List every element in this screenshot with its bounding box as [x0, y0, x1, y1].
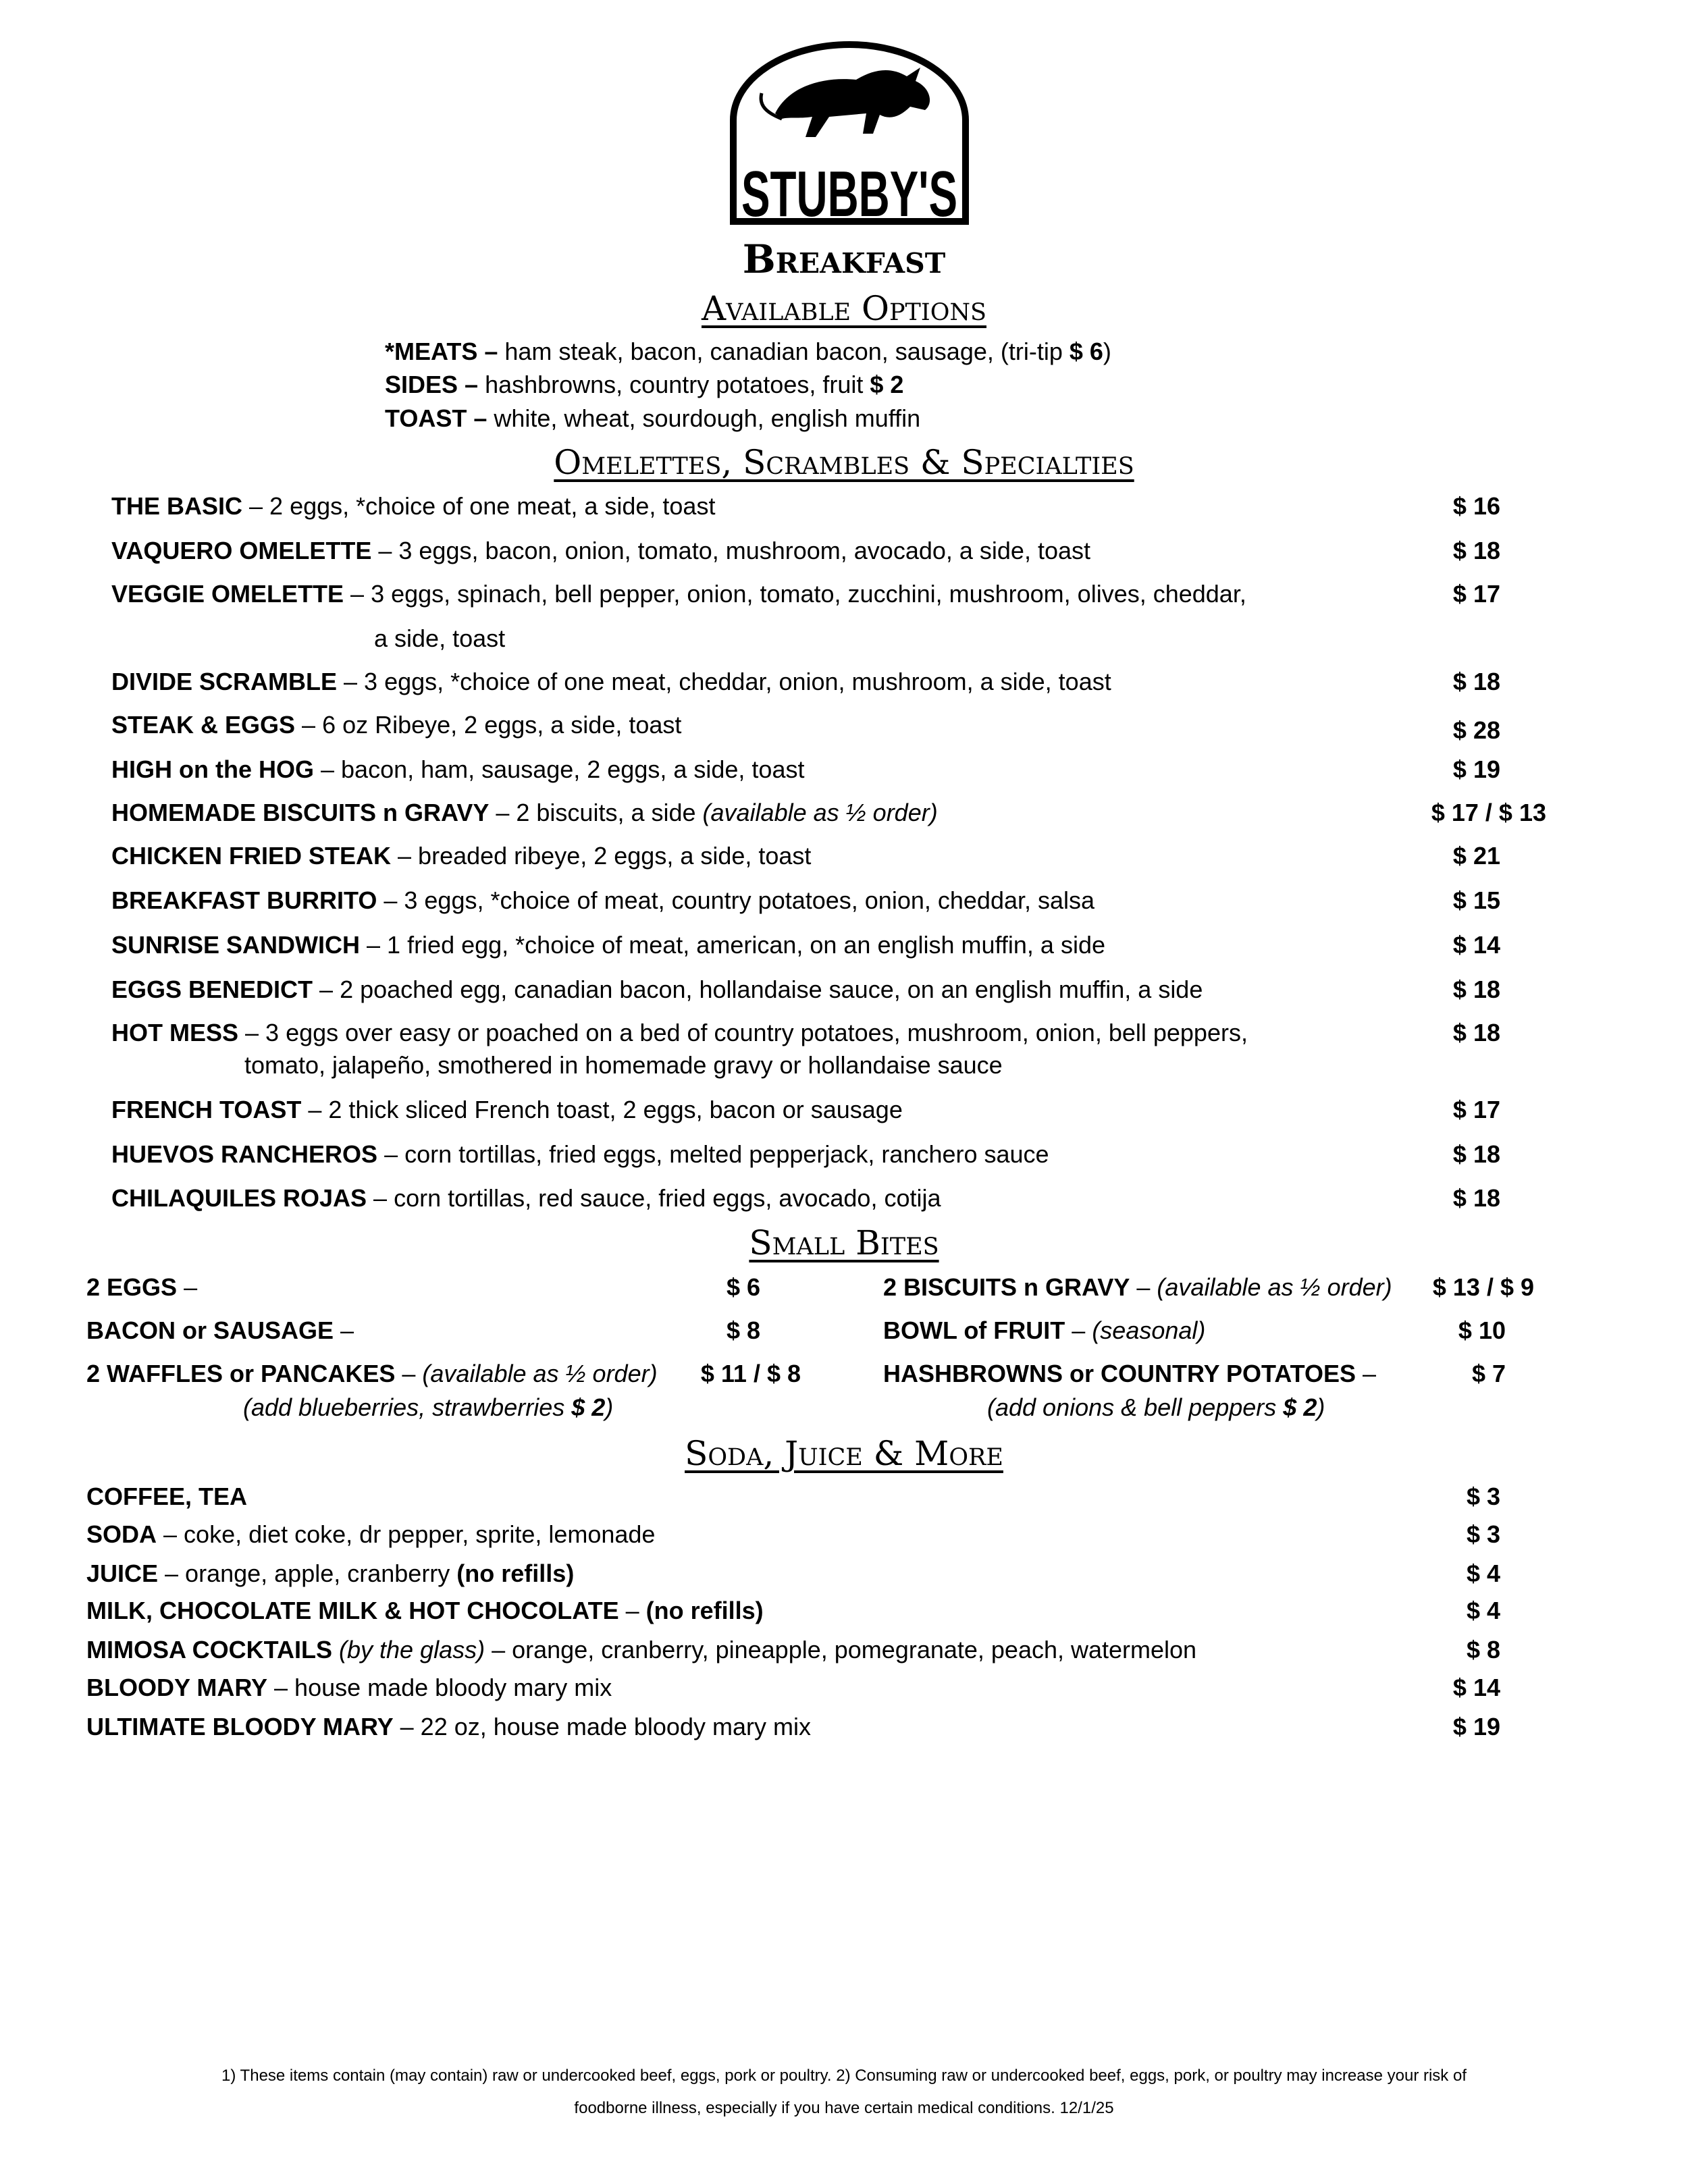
item-description: ): [1103, 338, 1111, 365]
item-name: BOWL of FRUIT: [883, 1316, 1065, 1344]
item-price: $ 18: [1452, 537, 1500, 564]
menu-item: [111, 1140, 1049, 1169]
svg-text:STUBBY'S: STUBBY'S: [741, 158, 957, 230]
section-header-drinks: Soda, Juice & More: [685, 1434, 1003, 1473]
item-description: – 2 biscuits, a side: [489, 799, 703, 826]
drink-item: [86, 1635, 1196, 1665]
item-price: $ 15: [1452, 886, 1500, 914]
item-description: ): [605, 1393, 614, 1421]
item-description: –: [1356, 1360, 1377, 1387]
item-name: HOMEMADE BISCUITS n GRAVY: [111, 799, 490, 826]
item-name: HASHBROWNS or COUNTRY POTATOES: [883, 1360, 1356, 1387]
item-description: –: [1130, 1273, 1157, 1301]
item-name: MILK, CHOCOLATE MILK & HOT CHOCOLATE: [86, 1597, 619, 1624]
item-name: BREAKFAST BURRITO: [111, 886, 377, 914]
menu-item: [111, 491, 715, 521]
bull-icon: [775, 68, 930, 137]
small-bite-item: [86, 1359, 658, 1389]
item-description: – 22 oz, house made bloody mary mix: [393, 1713, 811, 1740]
item-description: – 3 eggs, spinach, bell pepper, onion, tomato, zucchini, mushroom, olives, cheddar,: [344, 580, 1246, 608]
item-description: – 3 eggs over easy or poached on a bed of country potatoes, mushroom, onion, bell peppers,: [238, 1019, 1248, 1046]
page-title: Breakfast: [742, 236, 946, 282]
menu-item: [111, 1183, 941, 1213]
item-name: CHICKEN FRIED STEAK: [111, 842, 392, 870]
item-name: DIVIDE SCRAMBLE: [111, 668, 338, 695]
item-description: – 1 fried egg, *choice of meat, american, on an english muffin, a side: [360, 931, 1105, 959]
item-name: HUEVOS RANCHEROS: [111, 1140, 378, 1168]
item-name: BACON or SAUSAGE: [86, 1316, 334, 1344]
item-description: – bacon, ham, sausage, 2 eggs, a side, toast: [314, 755, 805, 783]
menu-item: [111, 710, 681, 740]
menu-item: [111, 930, 1105, 960]
item-description: $ 2: [571, 1393, 606, 1421]
item-name: THE BASIC: [111, 492, 243, 520]
item-description: – 2 poached egg, canadian bacon, hollandaise sauce, on an english muffin, a side: [313, 976, 1203, 1003]
menu-item: [111, 886, 1094, 915]
menu-item: [111, 755, 804, 784]
section-header-small-bites: Small Bites: [749, 1223, 939, 1262]
item-description: – corn tortillas, red sauce, fried eggs, avocado, cotija: [367, 1184, 941, 1212]
small-bite-item: [883, 1316, 1205, 1346]
item-description: (by the glass): [339, 1636, 485, 1663]
menu-item: [111, 975, 1203, 1005]
item-name: COFFEE, TEA: [86, 1483, 248, 1510]
menu-item: [111, 1018, 1248, 1048]
item-name: SODA: [86, 1520, 157, 1548]
drink-item: [86, 1520, 655, 1549]
item-description: – breaded ribeye, 2 eggs, a side, toast: [391, 842, 812, 870]
item-price: $ 16: [1452, 492, 1500, 520]
small-bite-item: [86, 1273, 197, 1302]
small-bite-note: [243, 1393, 613, 1422]
item-description: ham steak, bacon, canadian bacon, sausage, (tri-tip: [498, 338, 1070, 365]
menu-item-continuation: [244, 1050, 1003, 1080]
item-price: $ 11 / $ 8: [700, 1360, 801, 1387]
item-description: (add onions & bell peppers: [987, 1393, 1284, 1421]
section-header-options: Available Options: [701, 289, 987, 328]
item-price: $ 19: [1452, 755, 1500, 783]
item-description: – orange, apple, cranberry: [158, 1560, 457, 1587]
item-name: MIMOSA COCKTAILS: [86, 1636, 332, 1663]
item-description: –: [1065, 1316, 1092, 1344]
item-price: $ 21: [1452, 842, 1500, 870]
item-price: $ 18: [1452, 1140, 1500, 1168]
item-name: CHILAQUILES ROJAS: [111, 1184, 367, 1212]
item-name: BLOODY MARY: [86, 1674, 268, 1701]
item-description: – 2 thick sliced French toast, 2 eggs, bacon or sausage: [301, 1096, 903, 1123]
item-description: –: [618, 1597, 646, 1624]
item-description: – 6 oz Ribeye, 2 eggs, a side, toast: [295, 711, 682, 739]
option-line: [385, 370, 903, 400]
footer-disclaimer-line2: foodborne illness, especially if you have certain medical conditions. 12/1/25: [574, 2099, 1114, 2117]
option-line: [385, 337, 1111, 367]
item-name: VAQUERO OMELETTE: [111, 537, 372, 564]
item-price: $ 14: [1452, 1674, 1500, 1701]
item-description: ): [1317, 1393, 1325, 1421]
item-name: *MEATS –: [385, 338, 498, 365]
item-name: (no refills): [645, 1597, 764, 1624]
item-description: – coke, diet coke, dr pepper, sprite, lemonade: [157, 1520, 656, 1548]
item-description: (available as ½ order): [1157, 1273, 1392, 1301]
item-name: 2 WAFFLES or PANCAKES: [86, 1360, 396, 1387]
small-bite-item: [883, 1273, 1392, 1302]
item-description: (available as ½ order): [702, 799, 938, 826]
item-name: JUICE: [86, 1560, 159, 1587]
item-name: 2 BISCUITS n GRAVY: [883, 1273, 1130, 1301]
item-description: white, wheat, sourdough, english muffin: [487, 404, 921, 432]
drink-item: [86, 1712, 811, 1742]
item-description: – orange, cranberry, pineapple, pomegranate, peach, watermelon: [485, 1636, 1197, 1663]
menu-item: [111, 841, 811, 871]
small-bite-note: [987, 1393, 1325, 1422]
drink-item: [86, 1559, 574, 1589]
item-name: SUNRISE SANDWICH: [111, 931, 361, 959]
item-price: $ 10: [1458, 1316, 1506, 1344]
item-name: $ 6: [1069, 338, 1103, 365]
item-description: –: [334, 1316, 354, 1344]
item-description: – 3 eggs, bacon, onion, tomato, mushroom, avocado, a side, toast: [371, 537, 1090, 564]
item-description: – 3 eggs, *choice of meat, country potatoes, onion, cheddar, salsa: [377, 886, 1095, 914]
item-name: FRENCH TOAST: [111, 1096, 302, 1123]
menu-item: [111, 667, 1111, 697]
item-description: – corn tortillas, fried eggs, melted pepperjack, ranchero sauce: [377, 1140, 1049, 1168]
item-description: –: [395, 1360, 423, 1387]
menu-item: [111, 536, 1090, 566]
item-price: $ 18: [1452, 1184, 1500, 1212]
section-header-omelettes: Omelettes, Scrambles & Specialties: [554, 443, 1134, 482]
item-description: (available as ½ order): [422, 1360, 658, 1387]
menu-item: [111, 579, 1246, 609]
menu-item: [111, 798, 938, 828]
item-description: (seasonal): [1092, 1316, 1206, 1344]
item-price: $ 3: [1466, 1520, 1500, 1548]
stubbys-logo: [728, 39, 971, 230]
item-name: STEAK & EGGS: [111, 711, 296, 739]
item-name: SIDES –: [385, 371, 479, 398]
item-name: HOT MESS: [111, 1019, 239, 1046]
item-name: HIGH on the HOG: [111, 755, 314, 783]
item-price: $ 4: [1466, 1560, 1500, 1587]
drink-item: [86, 1596, 764, 1626]
item-price: $ 18: [1452, 976, 1500, 1003]
item-description: – 2 eggs, *choice of one meat, a side, toast: [242, 492, 716, 520]
item-price: $ 8: [726, 1316, 760, 1344]
item-name: EGGS BENEDICT: [111, 976, 313, 1003]
item-price: $ 14: [1452, 931, 1500, 959]
item-name: (no refills): [456, 1560, 575, 1587]
item-name: ULTIMATE BLOODY MARY: [86, 1713, 394, 1740]
item-description: – 3 eggs, *choice of one meat, cheddar, onion, mushroom, a side, toast: [337, 668, 1111, 695]
item-price: $ 17: [1452, 1096, 1500, 1123]
item-price: $ 3: [1466, 1483, 1500, 1510]
item-name: 2 EGGS: [86, 1273, 178, 1301]
item-price: $ 28: [1452, 716, 1500, 744]
item-description: –: [177, 1273, 198, 1301]
small-bite-item: [86, 1316, 354, 1346]
item-name: VEGGIE OMELETTE: [111, 580, 344, 608]
item-description: [332, 1636, 339, 1663]
item-price: $ 19: [1452, 1713, 1500, 1740]
item-price: $ 6: [726, 1273, 760, 1301]
footer-disclaimer-line1: 1) These items contain (may contain) raw or undercooked beef, eggs, pork or poultry. 2) Consuming raw or undercooked beef, eggs, pork, or poultry may increase your risk of: [221, 2067, 1467, 2085]
menu-item: [111, 1095, 903, 1125]
item-price: $ 17: [1452, 580, 1500, 608]
item-price: $ 8: [1466, 1636, 1500, 1663]
item-price: $ 7: [1471, 1360, 1506, 1387]
item-price: $ 17 / $ 13: [1431, 799, 1546, 826]
item-description: hashbrowns, country potatoes, fruit: [478, 371, 870, 398]
option-line: [385, 404, 920, 433]
drink-item: [86, 1673, 612, 1703]
item-description: $ 2: [1283, 1393, 1317, 1421]
item-description: (add blueberries, strawberries: [243, 1393, 572, 1421]
item-name: $ 2: [870, 371, 904, 398]
item-description: a side, toast: [374, 624, 506, 652]
item-name: TOAST –: [385, 404, 487, 432]
item-price: $ 4: [1466, 1597, 1500, 1624]
item-price: $ 18: [1452, 668, 1500, 695]
item-price: $ 18: [1452, 1019, 1500, 1046]
menu-item-continuation: [374, 624, 505, 654]
item-description: tomato, jalapeño, smothered in homemade gravy or hollandaise sauce: [244, 1051, 1003, 1079]
item-description: – house made bloody mary mix: [267, 1674, 612, 1701]
small-bite-item: [883, 1359, 1376, 1389]
item-price: $ 13 / $ 9: [1432, 1273, 1534, 1301]
drink-item: [86, 1482, 247, 1512]
